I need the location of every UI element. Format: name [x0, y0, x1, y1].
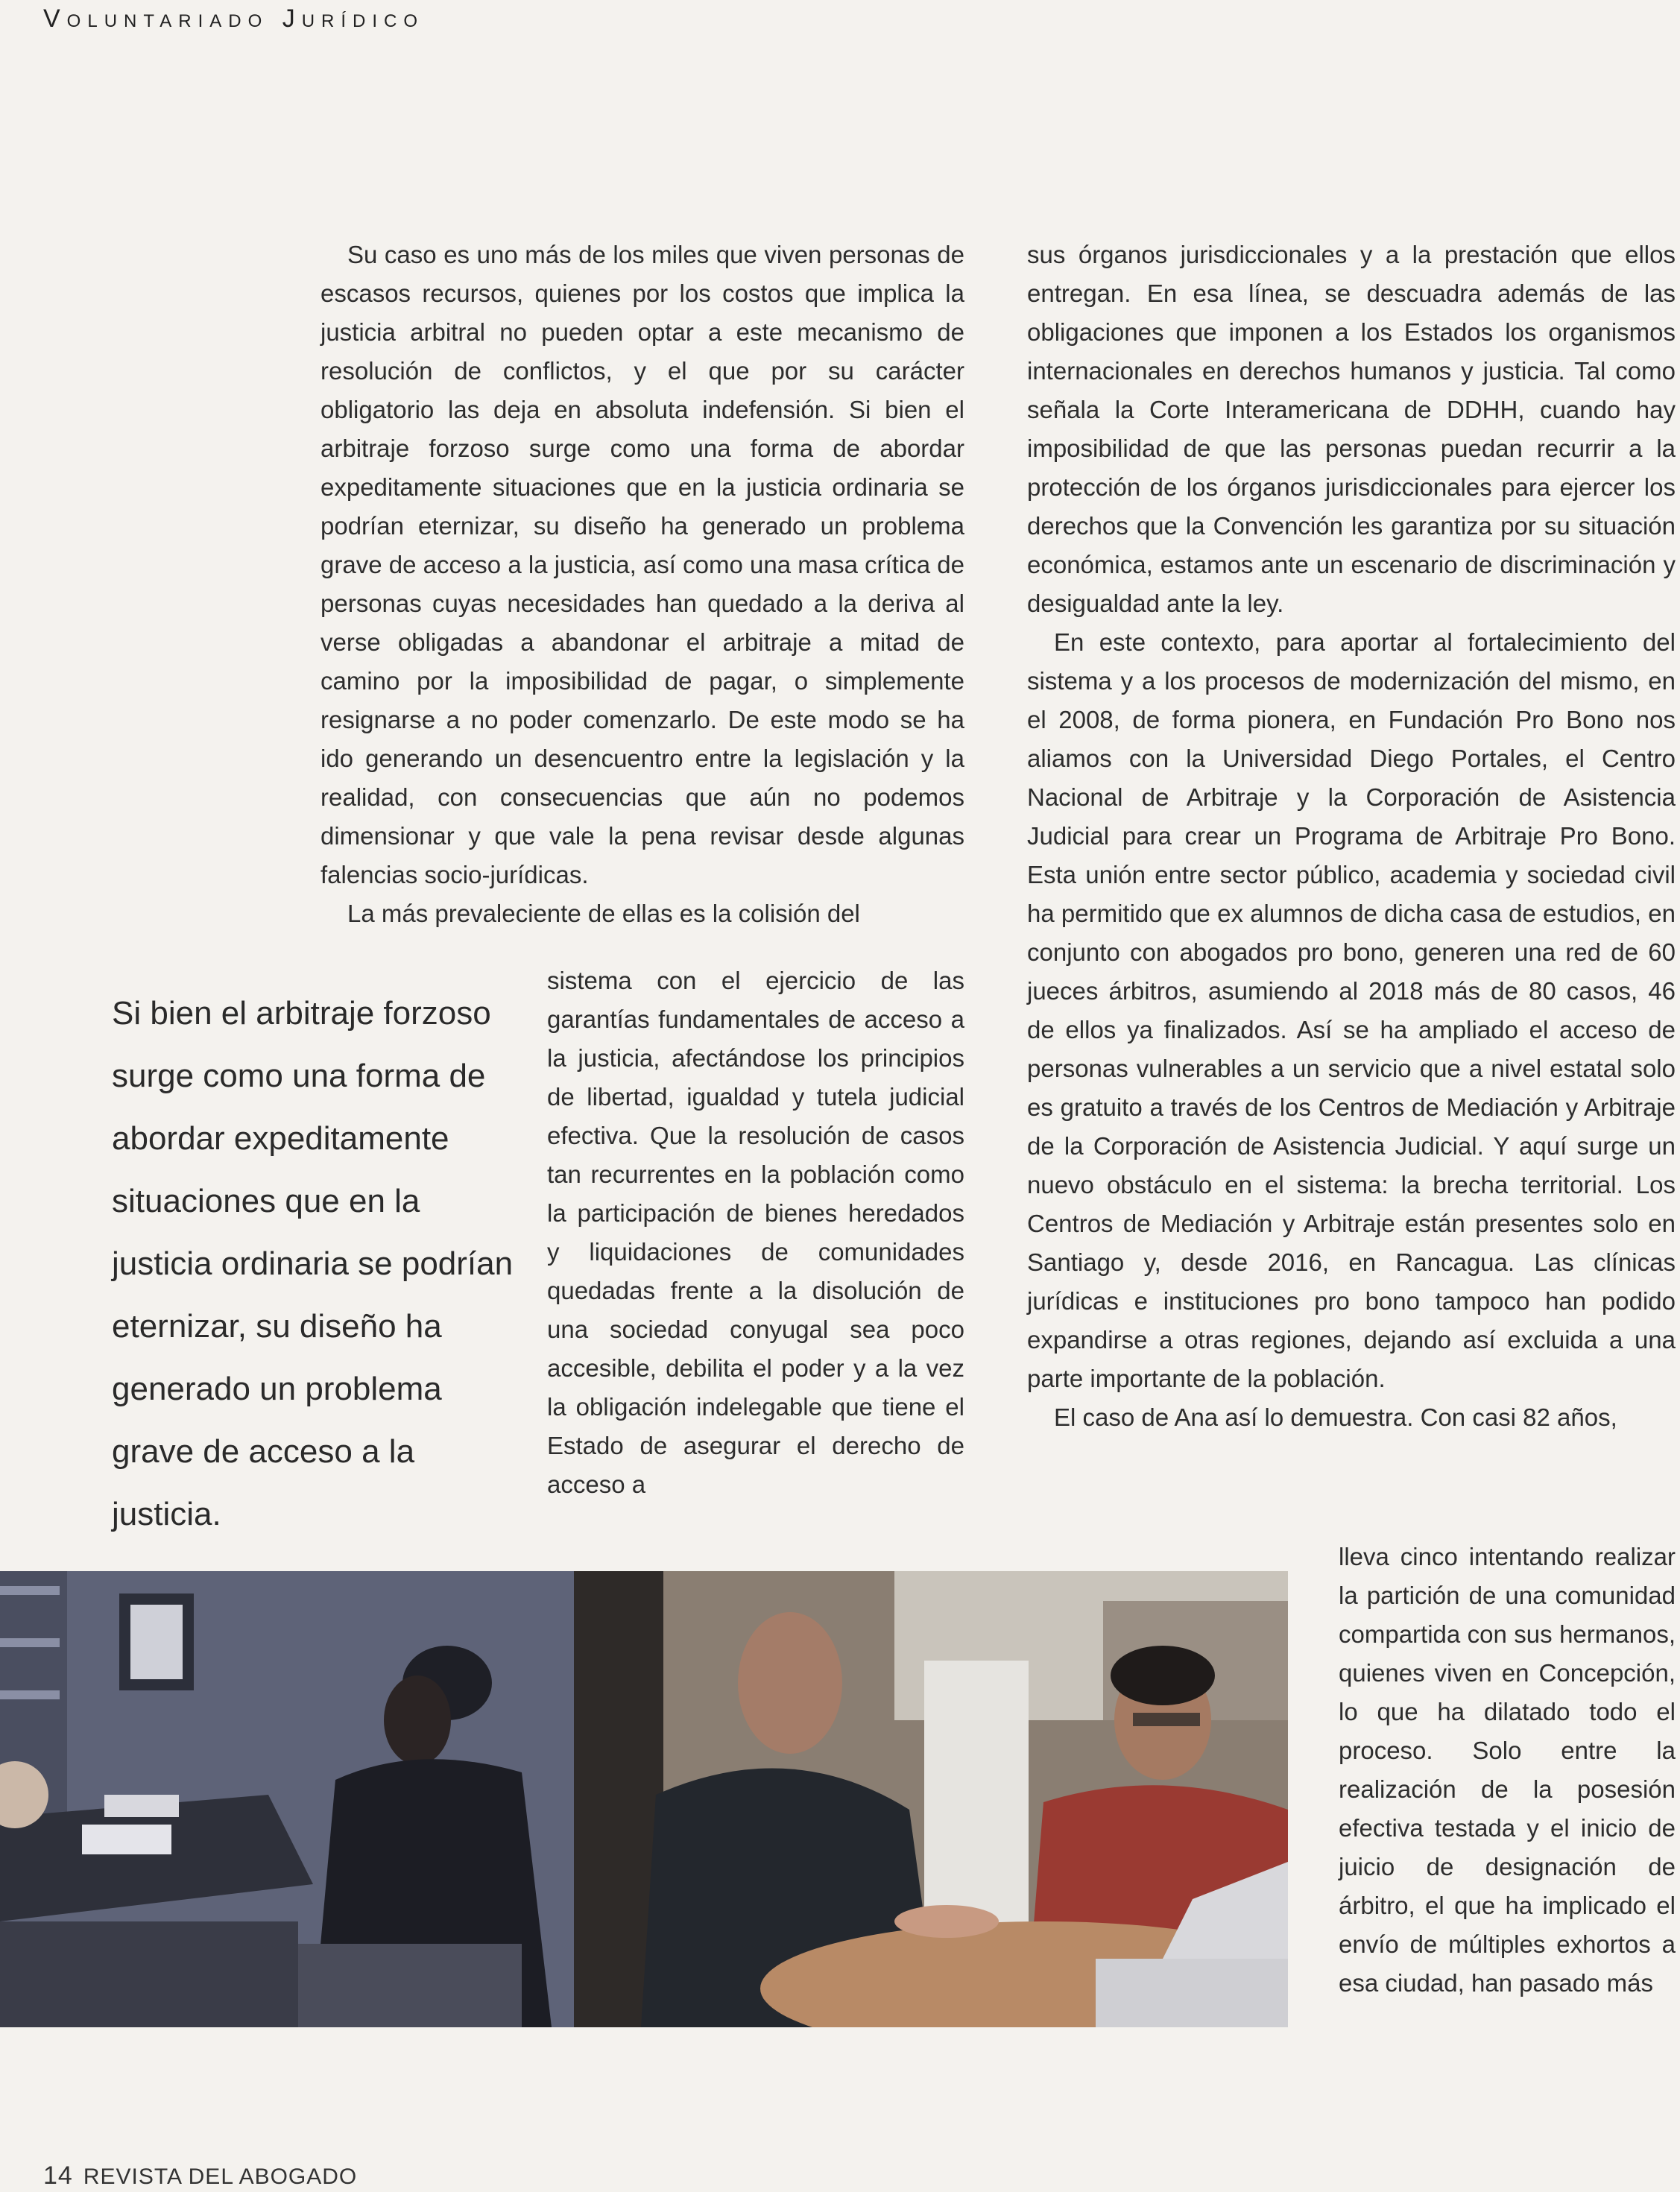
photo-illustration: [0, 1571, 1288, 2027]
paragraph: sus órganos jurisdiccionales y a la prestación que ellos entregan. En esa línea, se descuadra además de las obligaciones que imponen a los Estados los organismos internacionales en derechos humanos y justicia. Tal como señala la Corte Interamericana de DDHH, cuando hay imposibilidad de que las personas puedan recurrir a la protección de los órganos jurisdiccionales para ejercer los derechos que la Convención les garantiza por su situación económica, estamos ante un escenario de discriminación y desigualdad ante la ley.: [1027, 241, 1676, 617]
page-footer: [43, 2161, 357, 2191]
article-column-2: [1027, 236, 1676, 1437]
pull-quote: Si bien el arbitraje forzoso surge como una forma de abordar expeditamente situaciones que en la justicia ordinaria se podrían eternizar, su diseño ha generado un problema grave de acceso a la justicia.: [112, 995, 514, 1532]
page-number: 14: [43, 2161, 73, 2190]
article-column-1-continued: [547, 961, 964, 1504]
paragraph: Su caso es uno más de los miles que viven personas de escasos recursos, quienes por los costos que implica la justicia arbitral no pueden optar a este mecanismo de resolución de conflictos, y el que por su carácter obligatorio las deja en absoluta indefensión. Si bien el arbitraje forzoso surge como una forma de abordar expeditamente situaciones que en la justicia ordinaria se podrían eternizar, su diseño ha generado un problema grave de acceso a la justicia, así como una masa crítica de personas cuyas necesidades han quedado a la deriva al verse obligadas a abandonar el arbitraje a mitad de camino por la imposibilidad de pagar, o simplemente resignarse a no poder comenzarlo. De este modo se ha ido generando un desencuentro entre la legislación y la realidad, con consecuencias que aún no podemos dimensionar y que vale la pena revisar desde algunas falencias socio-jurídicas.: [320, 241, 964, 888]
paragraph: En este contexto, para aportar al fortalecimiento del sistema y a los procesos de modernización del mismo, en el 2008, de forma pionera, en Fundación Pro Bono nos aliamos con la Universidad Diego Portales, el Centro Nacional de Arbitraje y la Corporación de Asistencia Judicial para crear un Programa de Arbitraje Pro Bono. Esta unión entre sector público, academia y sociedad civil ha permitido que ex alumnos de dicha casa de estudios, en conjunto con abogados pro bono, generen una red de 60 jueces árbitros, asumiendo al 2018 más de 80 casos, 46 de ellos ya finalizados. Así se ha ampliado el acceso de personas vulnerables a un servicio que a nivel estatal solo es gratuito a través de los Centros de Mediación y Arbitraje de la Corporación de Asistencia Judicial. Y aquí surge un nuevo obstáculo en el sistema: la brecha territorial. Los Centros de Mediación y Arbitraje están presentes solo en Santiago y, desde 2016, en Rancagua. Las clínicas jurídicas e instituciones pro bono tampoco han podido expandirse a otras regiones, dejando así excluida a una parte importante de la población.: [1027, 628, 1676, 1392]
article-column-1: [320, 236, 964, 933]
paragraph: sistema con el ejercicio de las garantías fundamentales de acceso a la justicia, afectándose los principios de libertad, igualdad y tutela judicial efectiva. Que la resolución de casos tan recurrentes en la población como la participación de bienes heredados y liquidaciones de comunidades quedadas frente a la disolución de una sociedad conyugal sea poco accesible, debilita el poder y a la vez la obligación indelegable que tiene el Estado de asegurar el derecho de acceso a: [547, 967, 964, 1498]
paragraph: El caso de Ana así lo demuestra. Con casi 82 años,: [1054, 1403, 1617, 1431]
section-header: Voluntariado Jurídico: [43, 4, 425, 33]
paragraph: lleva cinco intentando realizar la partición de una comunidad compartida con sus hermanos, quienes viven en Concepción, lo que ha dilatado todo el proceso. Solo entre la realización de la posesión efectiva testada y el inicio de juicio de designación de árbitro, el que ha implicado el envío de múltiples exhortos a esa ciudad, han pasado más: [1339, 1543, 1676, 1997]
article-column-2-continued: [1339, 1538, 1676, 2003]
paragraph: La más prevaleciente de ellas es la colisión del: [347, 900, 860, 927]
publication-name: REVISTA DEL ABOGADO: [83, 2164, 358, 2189]
article-photo: [0, 1571, 1288, 2027]
